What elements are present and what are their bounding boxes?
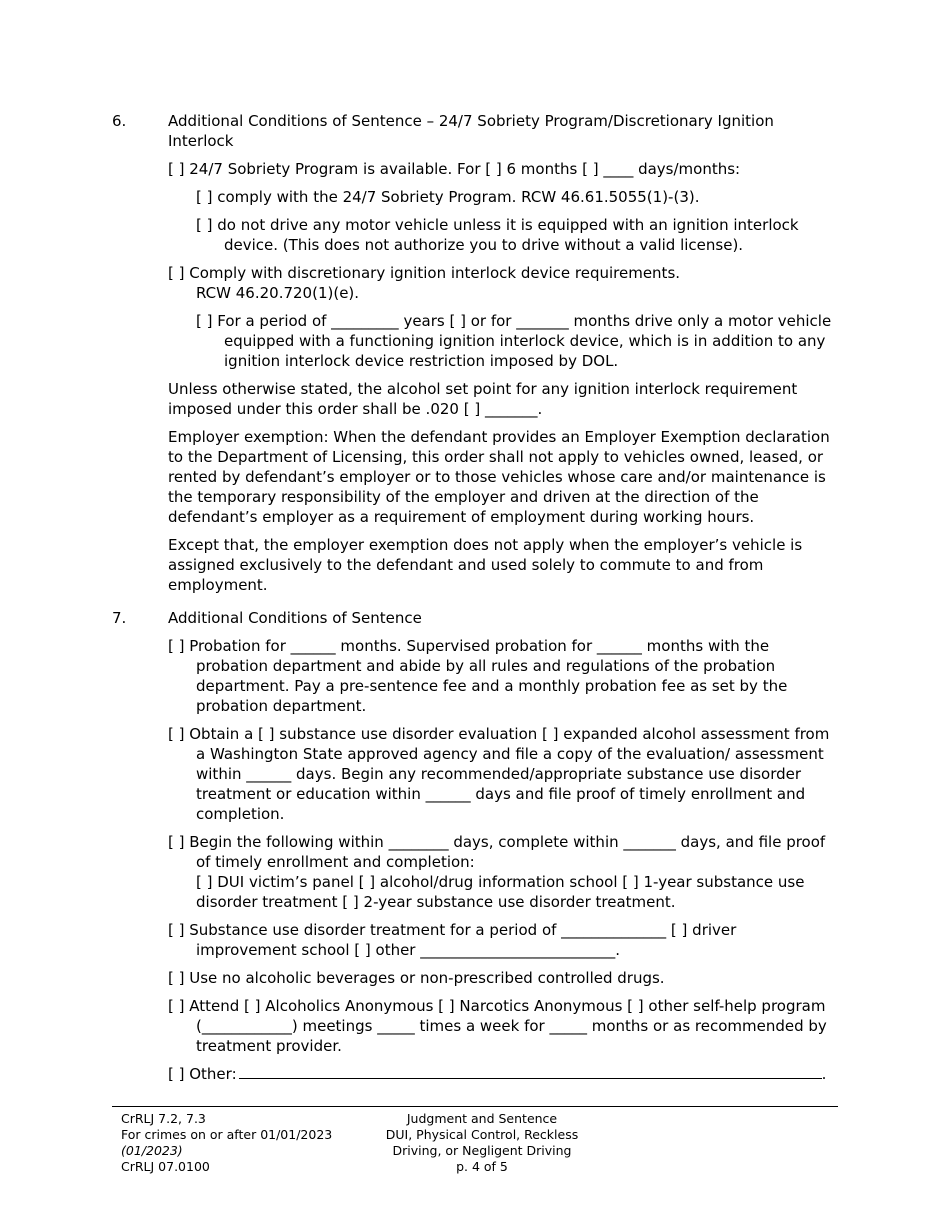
sobriety-no-drive-item: [ ] do not drive any motor vehicle unless it is equipped with an ignition interlock device. (This does not authorize you to drive without a valid license). <box>196 216 799 254</box>
page-number: p. 4 of 5 <box>456 1159 508 1174</box>
other-label: [ ] Other: <box>168 1065 237 1083</box>
sobriety-comply-item: [ ] comply with the 24/7 Sobriety Program. RCW 46.61.5055(1)-(3). <box>196 188 700 206</box>
footer-doc-subtitle-2: Driving, or Negligent Driving <box>392 1143 572 1158</box>
probation-item: [ ] Probation for ______ months. Supervised probation for ______ months with the probation department and abide by all rules and regulations of the probation department. Pay a pre-sentence fee and a monthly probation fee as set by the probation department. <box>168 637 788 715</box>
interlock-requirement <box>168 263 837 303</box>
evaluation-item: [ ] Obtain a [ ] substance use disorder evaluation [ ] expanded alcohol assessment from a Washington State approved agency and file a copy of the evaluation/ assessment within ______ days. Begin any recommended/appropriate substance use disorder treatment or education within ______ days and file proof of timely enrollment and completion. <box>168 725 830 823</box>
section-6 <box>112 111 837 595</box>
begin-following-item <box>168 832 837 912</box>
page-footer <box>112 1106 838 1174</box>
footer-doc-subtitle-1: DUI, Physical Control, Reckless <box>385 1127 579 1142</box>
interlock-rcw: RCW 46.20.720(1)(e). <box>196 284 360 302</box>
treatment-period-item: [ ] Substance use disorder treatment for a period of ______________ [ ] driver improvement school [ ] other __________________________. <box>168 921 737 959</box>
program-options: [ ] DUI victim’s panel [ ] alcohol/drug information school [ ] 1-year substance use disorder treatment [ ] 2-year substance use disorder treatment. <box>196 873 805 911</box>
footer-revision: (01/2023) <box>121 1143 183 1158</box>
footer-rule-ref: CrRLJ 7.2, 7.3 <box>121 1111 206 1126</box>
interlock-period-item: [ ] For a period of _________ years [ ] or for _______ months drive only a motor vehicle equipped with a functioning ignition interlock device, which is in addition to any ignition interlock device restriction imposed by DOL. <box>196 312 832 370</box>
begin-following-text: [ ] Begin the following within ________ days, complete within _______ days, and file proof of timely enrollment and completion: <box>168 833 826 871</box>
section-title: Additional Conditions of Sentence – 24/7 Sobriety Program/Discretionary Ignition Interlock <box>168 112 774 150</box>
footer-doc-title: Judgment and Sentence <box>406 1111 558 1126</box>
section-number: 6. <box>112 112 127 130</box>
section-title: Additional Conditions of Sentence <box>168 609 422 627</box>
attend-meetings-item: [ ] Attend [ ] Alcoholics Anonymous [ ] Narcotics Anonymous [ ] other self-help program (____________) meetings _____ times a week for _____ months or as recommended by treatment provider. <box>168 997 827 1055</box>
section-number: 7. <box>112 609 127 627</box>
footer-left <box>121 1111 332 1175</box>
no-alcohol-item: [ ] Use no alcoholic beverages or non-prescribed controlled drugs. <box>168 969 665 987</box>
alcohol-set-point: Unless otherwise stated, the alcohol set point for any ignition interlock requirement imposed under this order shall be .020 [ ] _______. <box>168 380 798 418</box>
footer-center <box>367 1111 597 1175</box>
sobriety-program-line: [ ] 24/7 Sobriety Program is available. For [ ] 6 months [ ] ____ days/months: <box>168 160 741 178</box>
section-7 <box>112 608 837 1084</box>
employer-exemption: Employer exemption: When the defendant provides an Employer Exemption declaration to the Department of Licensing, this order shall not apply to vehicles owned, leased, or rented by defendant’s employer or to those vehicles whose care and/or maintenance is the temporary responsibility of the employer and driven at the direction of the defendant’s employer as a requirement of employment during working hours. <box>168 428 830 526</box>
other-period: . <box>821 1065 827 1083</box>
interlock-requirement-text: [ ] Comply with discretionary ignition interlock device requirements. <box>168 264 681 282</box>
footer-crime-date: For crimes on or after 01/01/2023 <box>121 1127 333 1142</box>
footer-form-number: CrRLJ 07.0100 <box>121 1159 210 1174</box>
other-blank-line[interactable] <box>239 1064 822 1079</box>
employer-exemption-exception: Except that, the employer exemption does not apply when the employer’s vehicle is assigned exclusively to the defendant and used solely to commute to and from employment. <box>168 536 803 594</box>
other-item <box>168 1064 837 1084</box>
